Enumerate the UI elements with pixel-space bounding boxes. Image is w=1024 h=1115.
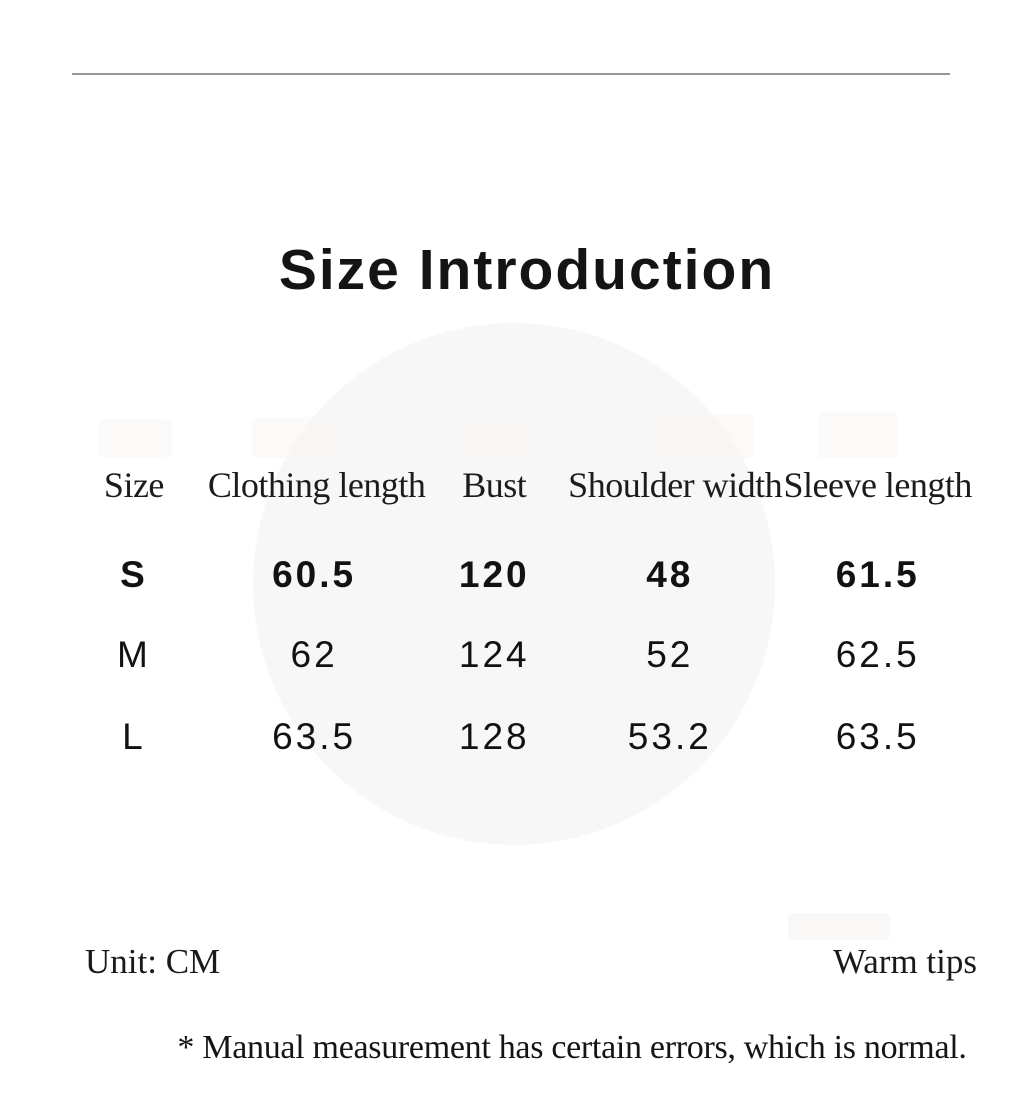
- shoulder-width-value: 53.2: [627, 716, 712, 757]
- clothing-length-value: 63.5: [272, 716, 357, 757]
- warm-tips-label: Warm tips: [833, 942, 977, 981]
- size-value: L: [122, 716, 146, 757]
- ghost-highlight: [98, 419, 172, 457]
- ghost-highlight: [818, 412, 898, 458]
- clothing-length-value: 62: [290, 634, 338, 675]
- column-header-size: Size: [103, 465, 164, 505]
- table-row-m: [60, 633, 984, 677]
- size-value: M: [117, 634, 151, 675]
- sleeve-length-value: 61.5: [835, 554, 920, 595]
- ghost-highlight: [458, 418, 532, 462]
- clothing-length-value: 60.5: [272, 554, 357, 595]
- column-header-clothing-length: Clothing length: [207, 465, 426, 505]
- measurement-note: * Manual measurement has certain errors, which is normal.: [177, 1029, 967, 1066]
- shoulder-width-value: 48: [646, 554, 694, 595]
- ghost-highlight: [252, 417, 340, 458]
- table-row-s: [60, 553, 984, 597]
- column-header-sleeve-length: Sleeve length: [783, 465, 972, 505]
- size-value: S: [120, 554, 148, 595]
- column-header-bust: Bust: [462, 465, 527, 505]
- unit-label: Unit: CM: [85, 942, 221, 981]
- ghost-highlight: [645, 414, 753, 459]
- table-header-row: [60, 462, 984, 508]
- ghost-highlight: [788, 913, 890, 940]
- page-title: Size Introduction: [278, 238, 776, 302]
- column-header-shoulder-width: Shoulder width: [568, 465, 783, 505]
- table-row-l: [60, 715, 984, 759]
- bust-value: 124: [458, 634, 530, 675]
- sleeve-length-value: 63.5: [835, 716, 920, 757]
- bust-value: 128: [458, 716, 530, 757]
- sleeve-length-value: 62.5: [835, 634, 920, 675]
- top-divider: [72, 73, 950, 75]
- shoulder-width-value: 52: [646, 634, 694, 675]
- bust-value: 120: [458, 554, 530, 595]
